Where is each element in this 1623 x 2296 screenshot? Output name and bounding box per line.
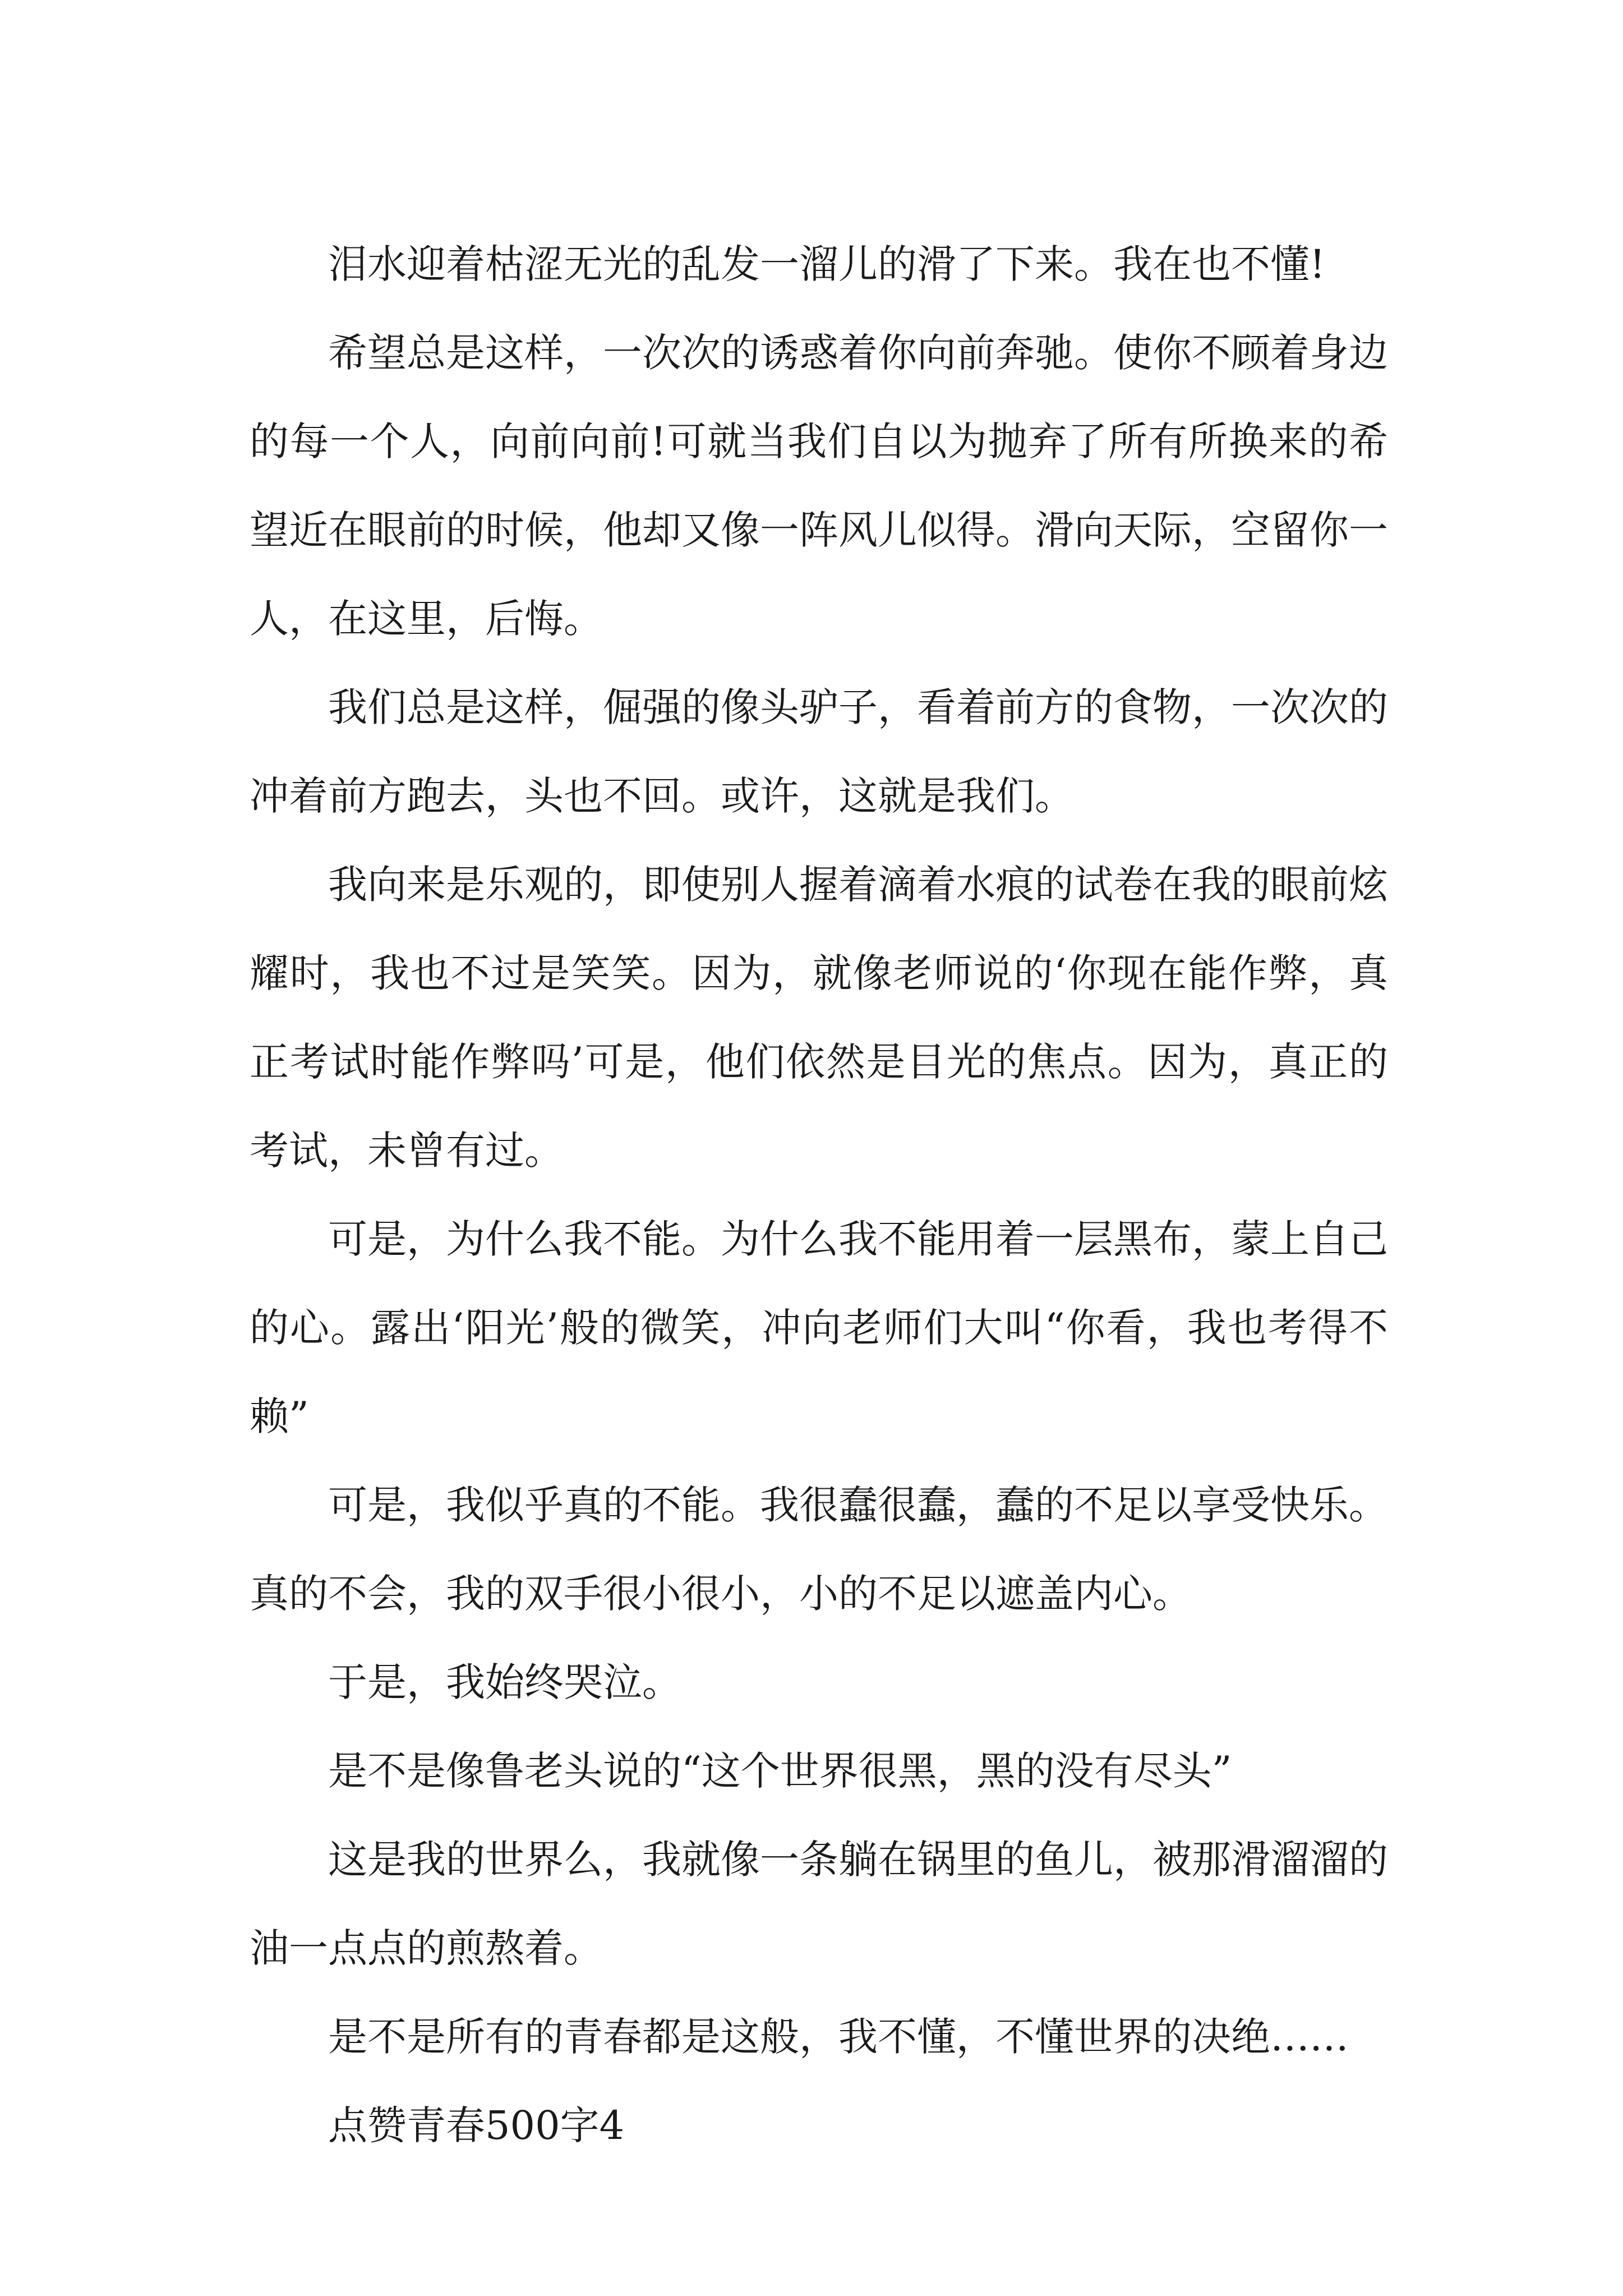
paragraph-6: 可是，我似乎真的不能。我很蠢很蠢，蠢的不足以享受快乐。真的不会，我的双手很小很小，小的不足以遮盖内心。 [250, 1482, 1388, 1617]
paragraph-8: 是不是像鲁老头说的“这个世界很黑，黑的没有尽头” [328, 1748, 1232, 1794]
document-body [250, 220, 1388, 2170]
paragraph-4: 我向来是乐观的，即使别人握着滴着水痕的试卷在我的眼前炫耀时，我也不过是笑笑。因为，就像老师说的‘你现在能作弊，真正考试时能作弊吗’可是，他们依然是目光的焦点。因为，真正的考试，未曾有过。 [250, 862, 1388, 1174]
paragraph-10: 是不是所有的青春都是这般，我不懂，不懂世界的决绝…… [328, 2014, 1349, 2060]
paragraph-7: 于是，我始终哭泣。 [328, 1659, 681, 1705]
paragraph-5: 可是，为什么我不能。为什么我不能用着一层黑布，蒙上自己的心。露出‘阳光’般的微笑，冲向老师们大叫“你看，我也考得不赖” [250, 1216, 1388, 1439]
section-heading: 点赞青春500字4 [328, 2102, 625, 2148]
paragraph-2: 希望总是这样，一次次的诱惑着你向前奔驰。使你不顾着身边的每一个人，向前向前!可就当我们自以为抛弃了所有所换来的希望近在眼前的时候，他却又像一阵风儿似得。滑向天际，空留你一人，在这里，后悔。 [250, 330, 1388, 642]
paragraph-3: 我们总是这样，倔强的像头驴子，看着前方的食物，一次次的冲着前方跑去，头也不回。或许，这就是我们。 [250, 684, 1388, 819]
paragraph-1: 泪水迎着枯涩无光的乱发一溜儿的滑了下来。我在也不懂! [328, 241, 1326, 287]
paragraph-9: 这是我的世界么，我就像一条躺在锅里的鱼儿，被那滑溜溜的油一点点的煎熬着。 [250, 1837, 1388, 1971]
